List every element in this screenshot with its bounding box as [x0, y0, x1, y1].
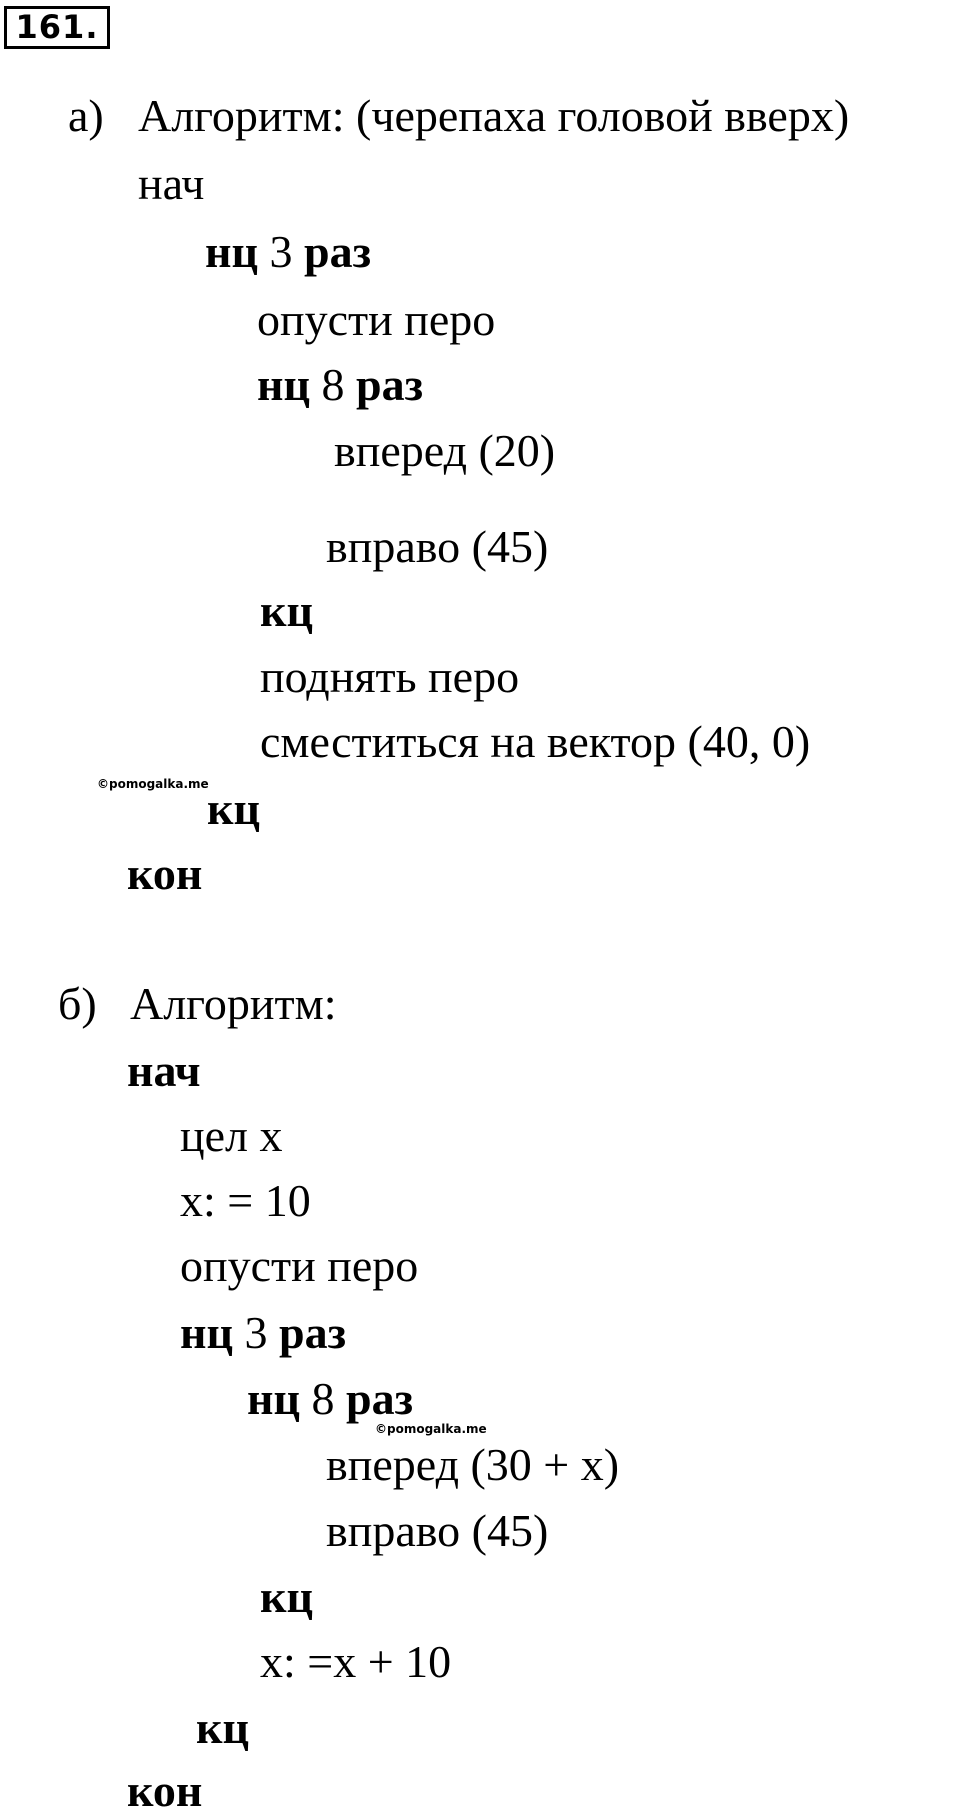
- part-a-right: вправо (45): [326, 521, 549, 572]
- loop-count: 3: [269, 226, 293, 277]
- part-b-inner-loop: [247, 1373, 413, 1425]
- part-a-inner-end: кц: [260, 585, 314, 636]
- loop-times: раз: [279, 1307, 347, 1358]
- loop-keyword: нц: [205, 226, 259, 277]
- part-b-end: кон: [127, 1765, 203, 1816]
- part-a-pen-down: опусти перо: [257, 294, 496, 345]
- part-b-inner-end: кц: [260, 1571, 314, 1622]
- loop-times: раз: [346, 1373, 414, 1424]
- loop-count: 8: [311, 1373, 335, 1424]
- part-a-forward: вперед (20): [334, 425, 556, 476]
- part-b-title: Алгоритм:: [130, 978, 337, 1029]
- loop-times: раз: [304, 226, 372, 277]
- part-b-increment: x: =x + 10: [260, 1636, 452, 1687]
- part-a-begin: нач: [138, 158, 205, 209]
- loop-keyword: нц: [247, 1373, 301, 1424]
- loop-keyword: нц: [180, 1307, 234, 1358]
- watermark: ©pomogalka.me: [97, 777, 209, 791]
- loop-count: 8: [321, 359, 345, 410]
- part-b-right: вправо (45): [326, 1505, 549, 1556]
- part-a-end: кон: [127, 848, 203, 899]
- part-b-begin: нач: [127, 1045, 201, 1096]
- loop-keyword: нц: [257, 359, 311, 410]
- part-a-outer-loop: [205, 226, 371, 278]
- loop-times: раз: [356, 359, 424, 410]
- part-a-pen-up: поднять перо: [260, 651, 520, 702]
- part-b-forward: вперед (30 + x): [326, 1439, 620, 1490]
- part-b-pen-down: опусти перо: [180, 1240, 419, 1291]
- part-a-inner-loop: [257, 359, 423, 411]
- part-b-marker: б): [58, 978, 97, 1029]
- part-b-outer-loop: [180, 1307, 346, 1359]
- part-a-title: Алгоритм: (черепаха головой вверх): [138, 90, 850, 141]
- part-a-outer-end: кц: [207, 783, 261, 834]
- part-b-assign: x: = 10: [180, 1175, 311, 1226]
- problem-number: 161.: [4, 6, 110, 49]
- loop-count: 3: [244, 1307, 268, 1358]
- watermark: ©pomogalka.me: [375, 1422, 487, 1436]
- part-b-outer-end: кц: [196, 1702, 250, 1753]
- part-b-declare: цел x: [180, 1110, 283, 1161]
- part-a-marker: а): [68, 90, 104, 141]
- part-a-shift: сместиться на вектор (40, 0): [260, 716, 811, 767]
